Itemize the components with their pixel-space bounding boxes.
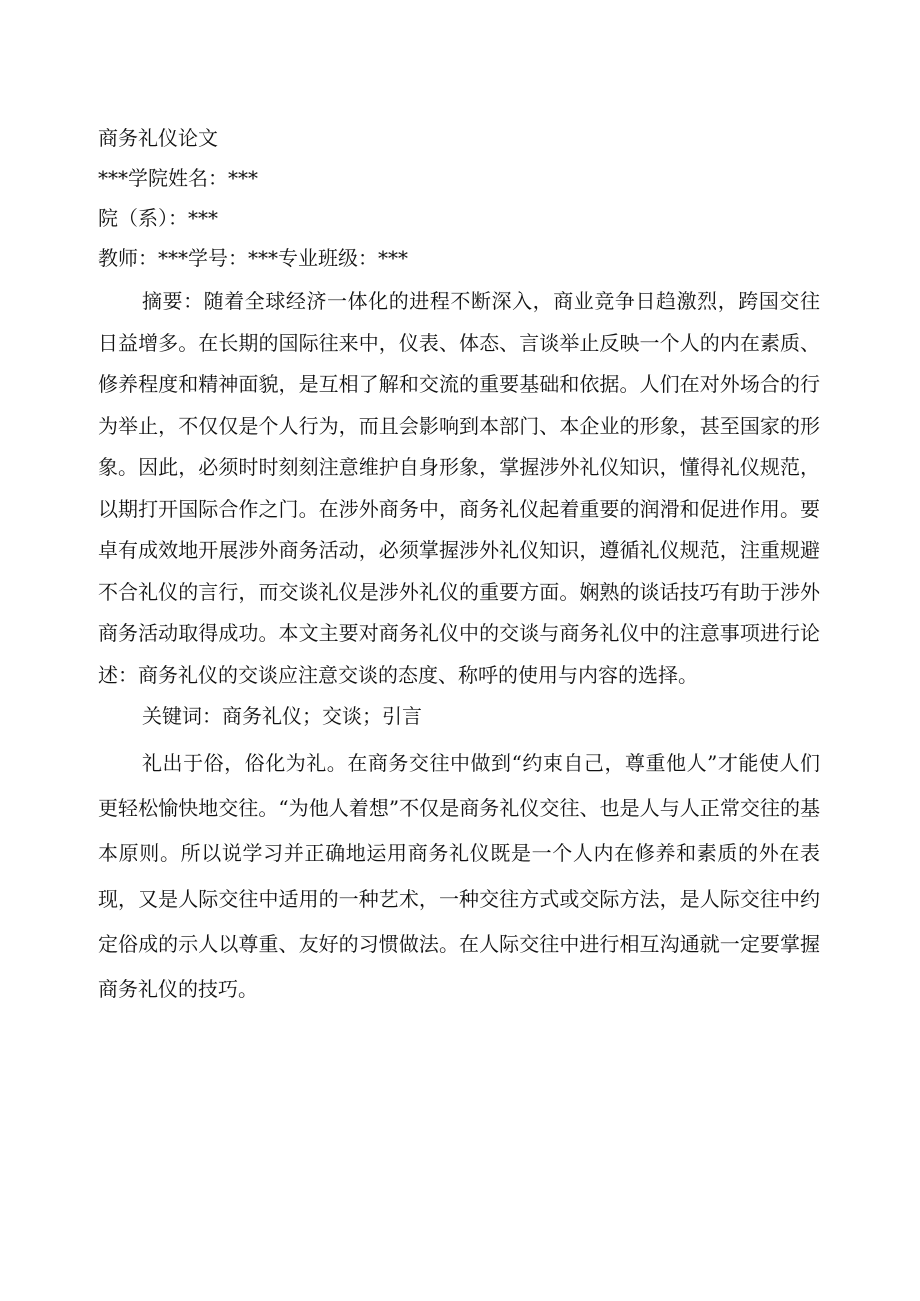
department-line: 院（系）：*** <box>98 206 218 230</box>
student-info-line: ***学院姓名：*** <box>98 166 258 190</box>
keywords-line: 关键词：商务礼仪；交谈；引言 <box>142 704 422 728</box>
abstract-paragraph: 摘要：随着全球经济一体化的进程不断深入，商业竞争日趋激烈，跨国交往日益增多。在长期的国际往来中，仪表、体态、言谈举止反映一个人的内在素质、修养程度和精神面貌，是互相了解和交流的重要基础和依据。人们在对外场合的行为举止，不仅仅是个人行为，而且会影响到本部门、本企业的形象，甚至国家的形象。因此，必须时时刻刻注意维护自身形象，掌握涉外礼仪知识，懂得礼仪规范，以期打开国际合作之门。在涉外商务中，商务礼仪起着重要的润滑和促进作用。要卓有成效地开展涉外商务活动，必须掌握涉外礼仪知识，遵循礼仪规范，注重规避不合礼仪的言行，而交谈礼仪是涉外礼仪的重要方面。娴熟的谈话技巧有助于涉外商务活动取得成功。本文主要对商务礼仪中的交谈与商务礼仪中的注意事项进行论述：商务礼仪的交谈应注意交谈的态度、称呼的使用与内容的选择。 <box>98 289 820 687</box>
document-title: 商务礼仪论文 <box>98 126 218 150</box>
intro-paragraph: 礼出于俗，俗化为礼。在商务交往中做到“约束自己，尊重他人”才能使人们更轻松愉快地交往。“为他人着想”不仅是商务礼仪交往、也是人与人正常交往的基本原则。所以说学习并正确地运用商务礼仪既是一个人内在修养和素质的外在表现，又是人际交往中适用的一种艺术，一种交往方式或交际方法，是人际交往中约定俗成的示人以尊重、友好的习惯做法。在人际交往中进行相互沟通就一定要掌握商务礼仪的技巧。 <box>98 751 820 1002</box>
document-page <box>98 118 820 1012</box>
teacher-info-line: 教师：***学号：***专业班级：*** <box>98 246 408 270</box>
